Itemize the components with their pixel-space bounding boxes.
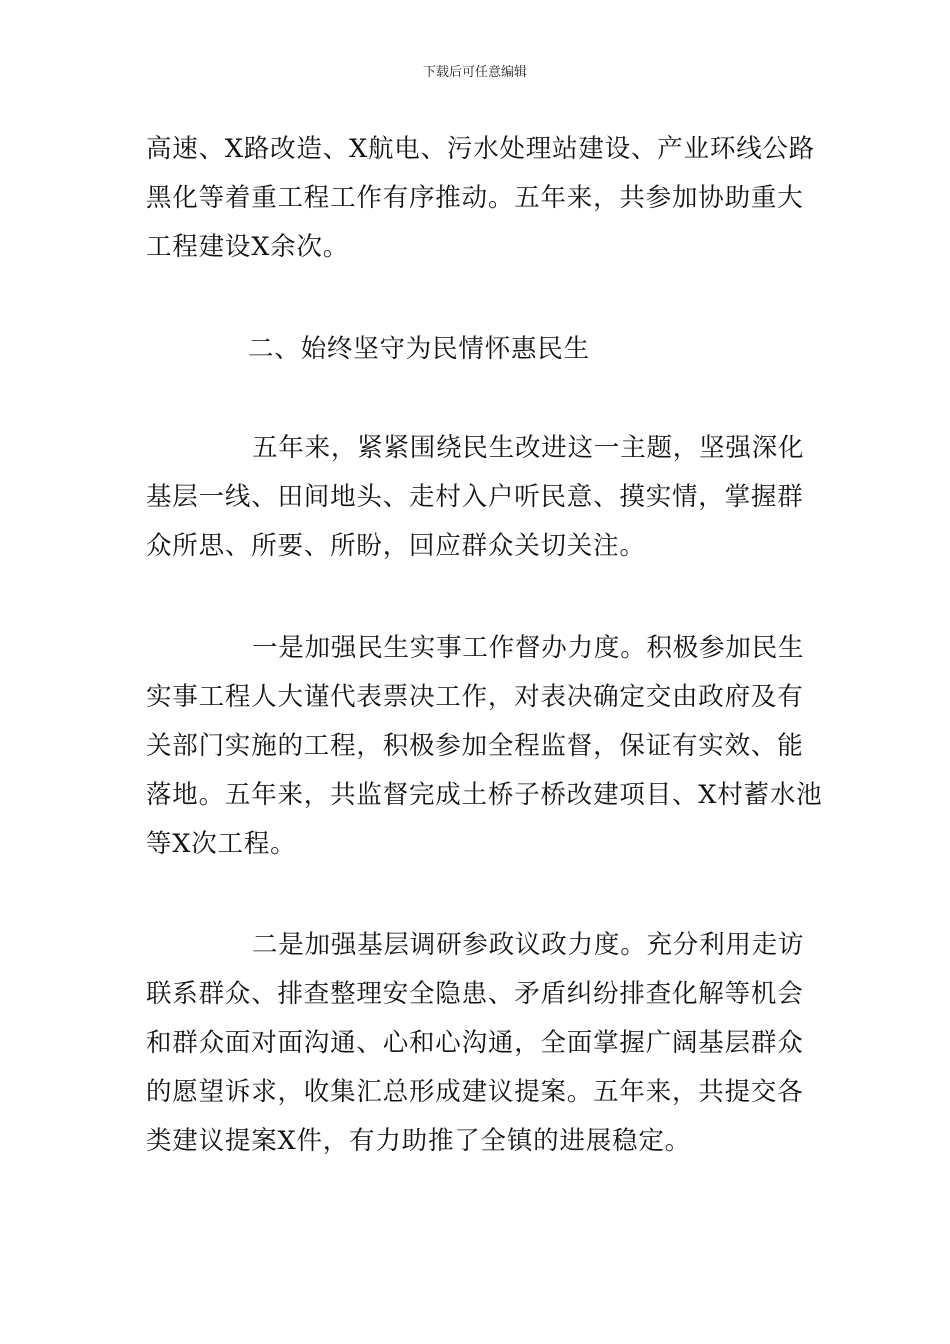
paragraph-4-line-1: 二是加强基层调研参政议政力度。充分利用走访 <box>252 930 805 960</box>
paragraph-3-line-2: 实事工程人大谨代表票决工作，对表决确定交由政府及有 <box>146 682 804 712</box>
paragraph-3-line-1: 一是加强民生实事工作督办力度。积极参加民生 <box>252 633 805 663</box>
paragraph-1-line-2: 黑化等着重工程工作有序推动。五年来，共参加协助重大 <box>146 183 804 213</box>
paragraph-2-line-3: 众所思、所要、所盼，回应群众关切关注。 <box>146 531 646 561</box>
page-header: 下载后可任意编辑 <box>422 65 527 80</box>
paragraph-4-line-5: 类建议提案X件，有力助推了全镇的进展稳定。 <box>146 1126 691 1156</box>
paragraph-4-line-3: 和群众面对面沟通、心和心沟通，全面掌握广阔基层群众 <box>146 1028 804 1058</box>
section-heading: 二、始终坚守为民情怀惠民生 <box>248 334 590 364</box>
paragraph-3-line-5: 等X次工程。 <box>146 829 297 859</box>
paragraph-1-line-1: 高速、X路改造、X航电、污水处理站建设、产业环线公路 <box>146 134 816 164</box>
paragraph-4-line-4: 的愿望诉求，收集汇总形成建议提案。五年来，共提交各 <box>146 1077 804 1107</box>
paragraph-3-line-3: 关部门实施的工程，积极参加全程监督，保证有实效、能 <box>146 731 804 761</box>
paragraph-4-line-2: 联系群众、排查整理安全隐患、矛盾纠纷排查化解等机会 <box>146 979 804 1009</box>
paragraph-3-line-4: 落地。五年来，共监督完成土桥子桥改建项目、X村蓄水池 <box>146 780 823 810</box>
paragraph-2-line-2: 基层一线、田间地头、走村入户听民意、摸实情，掌握群 <box>146 482 804 512</box>
paragraph-2-line-1: 五年来，紧紧围绕民生改进这一主题，坚强深化 <box>252 433 805 463</box>
paragraph-1-line-3: 工程建设X余次。 <box>146 232 350 262</box>
